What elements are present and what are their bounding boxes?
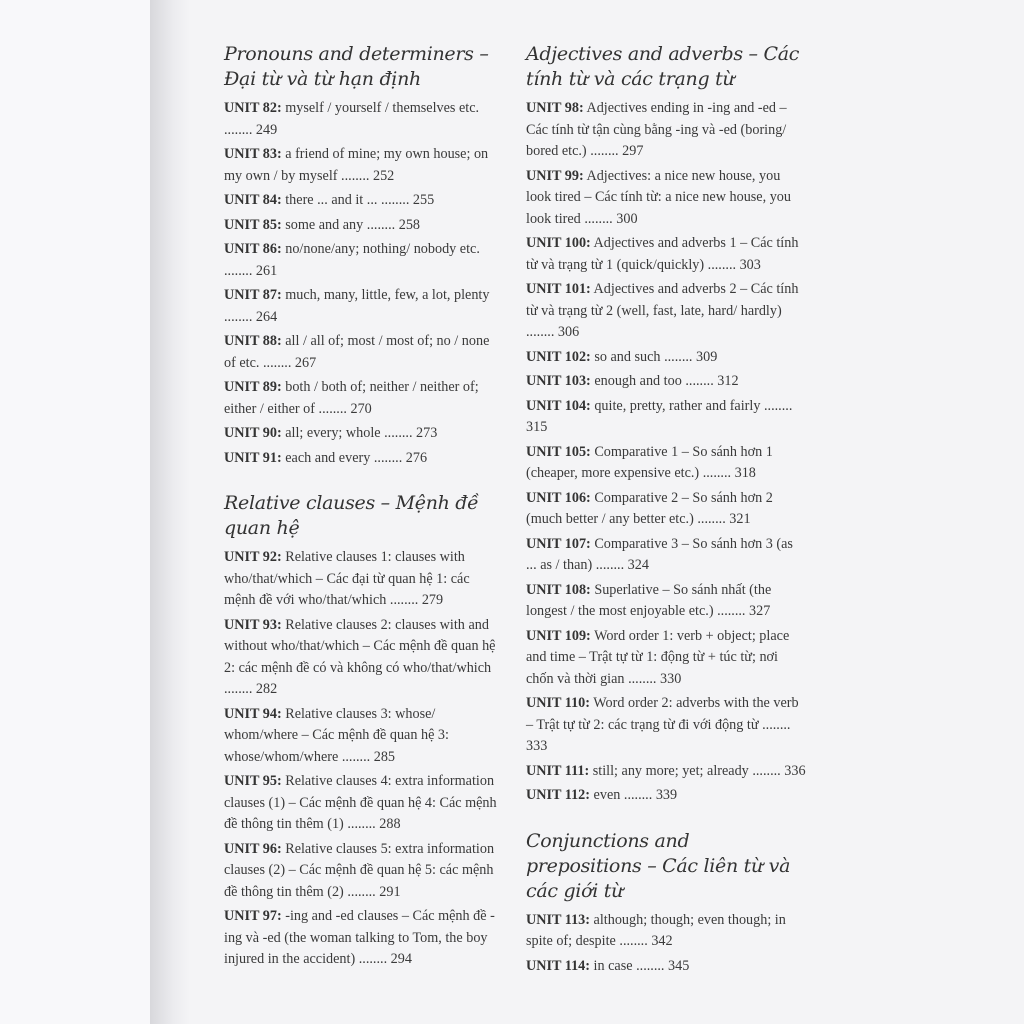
dot-leader: ........: [386, 592, 422, 608]
unit-title: all; every; whole: [285, 425, 381, 441]
page-number: 315: [526, 419, 548, 435]
dot-leader: ........: [748, 762, 785, 779]
unit-number: UNIT 110:: [526, 695, 590, 711]
page-number: 291: [379, 883, 401, 900]
unit-title: there ... and it ...: [285, 192, 378, 208]
toc-entry[interactable]: [224, 285, 504, 328]
unit-number: UNIT 82:: [224, 100, 282, 116]
dot-leader: ........: [355, 951, 391, 967]
unit-title: Comparative 2 – So sánh hơn 2 (much better / any better etc.): [526, 489, 773, 527]
previous-page-edge: [0, 0, 150, 1024]
page-number: 276: [405, 449, 428, 466]
unit-number: UNIT 99:: [526, 167, 584, 184]
dot-leader: ........: [760, 397, 793, 414]
unit-title: each and every: [285, 449, 371, 466]
page-number: 336: [784, 762, 806, 779]
page-number: 255: [412, 192, 435, 208]
dot-leader: ........: [693, 511, 730, 527]
unit-title: Word order 1: verb + object; place and time – Trật tự từ 1: động từ + túc từ; nơi chốn và thời gian: [526, 627, 790, 687]
dot-leader: ........: [338, 748, 374, 765]
dot-leader: ........: [315, 400, 351, 417]
unit-number: UNIT 101:: [526, 281, 591, 297]
toc-entry[interactable]: [224, 423, 504, 445]
toc-entry[interactable]: [526, 279, 806, 344]
page-number: 318: [734, 465, 756, 481]
page-number: 342: [651, 933, 673, 949]
dot-leader: ........: [337, 167, 373, 184]
unit-title: Adjectives and adverbs 1 – Các tính từ và trạng từ 1 (quick/quickly): [526, 235, 799, 273]
unit-number: UNIT 107:: [526, 535, 591, 552]
unit-number: UNIT 95:: [224, 773, 282, 789]
unit-number: UNIT 83:: [224, 146, 282, 162]
dot-leader: ........: [377, 192, 413, 208]
toc-entry[interactable]: [526, 956, 806, 978]
book-spine-shadow: [150, 0, 190, 1024]
dot-leader: ........: [580, 210, 617, 227]
unit-number: UNIT 88:: [224, 333, 282, 349]
toc-entry[interactable]: [526, 98, 806, 163]
unit-number: UNIT 102:: [526, 348, 591, 365]
unit-title: much, many, little, few, a lot, plenty: [285, 287, 490, 303]
unit-title: quite, pretty, rather and fairly: [594, 397, 761, 414]
page-number: 285: [373, 748, 396, 765]
toc-entry[interactable]: [526, 488, 806, 531]
unit-title: some and any: [285, 216, 364, 233]
dot-leader: ........: [259, 354, 295, 371]
dot-leader: ........: [758, 716, 791, 733]
toc-entry[interactable]: [526, 910, 806, 953]
unit-number: UNIT 91:: [224, 449, 282, 466]
dot-leader: ........: [620, 787, 656, 803]
unit-number: UNIT 113:: [526, 911, 590, 928]
toc-entry[interactable]: [224, 906, 504, 971]
unit-number: UNIT 98:: [526, 100, 584, 116]
dot-leader: ........: [632, 957, 669, 974]
page-number: 282: [255, 681, 278, 697]
section-heading: Conjunctions and prepositions – Các liên từ và các giới từ: [526, 829, 791, 902]
unit-title: myself / yourself / themselves etc.: [285, 100, 480, 116]
unit-number: UNIT 109:: [526, 627, 591, 644]
page-number: 306: [557, 324, 580, 340]
page-number: 321: [729, 511, 751, 527]
toc-entry[interactable]: [526, 761, 806, 783]
dot-leader: ........: [343, 816, 380, 832]
toc-entry[interactable]: [224, 704, 504, 769]
dot-leader: ........: [526, 324, 558, 340]
section-heading: Adjectives and adverbs – Các tính từ và các trạng từ: [526, 43, 800, 90]
page-number: 264: [255, 308, 278, 325]
dot-leader: ........: [586, 143, 623, 159]
unit-title: both / both of; neither / neither of; either / either of: [224, 379, 479, 417]
unit-title: Superlative – So sánh nhất (the longest / the most enjoyable etc.): [526, 581, 772, 619]
unit-number: UNIT 114:: [526, 957, 590, 974]
unit-number: UNIT 84:: [224, 192, 282, 208]
unit-title: Adjectives ending in -ing and -ed – Các tính từ tận cùng bằng -ing và -ed (boring/ bored etc.): [526, 100, 787, 159]
dot-leader: ........: [224, 308, 256, 325]
unit-title: still; any more; yet; already: [592, 762, 749, 779]
page-number: 330: [660, 670, 682, 687]
toc-entry[interactable]: [526, 396, 806, 439]
toc-entry[interactable]: [224, 771, 504, 836]
unit-title: Word order 2: adverbs with the verb – Trật tự từ 2: các trạng từ đi với động từ: [526, 695, 799, 733]
dot-leader: ........: [224, 262, 256, 279]
toc-entry[interactable]: [224, 190, 504, 212]
dot-leader: ........: [704, 256, 740, 273]
toc-entry[interactable]: [224, 448, 504, 470]
toc-entry[interactable]: [224, 377, 504, 420]
unit-title: Comparative 1 – So sánh hơn 1 (cheaper, more expensive etc.): [526, 443, 773, 481]
page-number: 327: [749, 603, 771, 619]
unit-title: enough and too: [594, 373, 682, 389]
unit-number: UNIT 100:: [526, 235, 591, 251]
unit-title: even: [593, 787, 621, 803]
unit-number: UNIT 111:: [526, 762, 590, 779]
unit-title: Relative clauses 1: clauses with who/that/which – Các đại từ quan hệ 1: các mệnh đề với who/that/which: [224, 549, 470, 608]
unit-title: -ing and -ed clauses – Các mệnh đề -ing và -ed (the woman talking to Tom, the boy injured in the accident): [224, 908, 495, 967]
toc-entry[interactable]: [224, 331, 504, 374]
toc-entry[interactable]: [526, 233, 806, 276]
unit-title: Adjectives: a nice new house, you look tired – Các tính từ: a nice new house, you look tired: [526, 167, 791, 227]
page-number: 258: [398, 216, 420, 233]
dot-leader: ........: [363, 216, 399, 233]
unit-number: UNIT 92:: [224, 549, 282, 565]
dot-leader: ........: [615, 933, 652, 949]
unit-number: UNIT 90:: [224, 425, 282, 441]
unit-title: although; though; even though; in spite of; despite: [526, 911, 786, 949]
toc-entry[interactable]: [224, 547, 504, 612]
unit-number: UNIT 85:: [224, 216, 282, 233]
unit-title: no/none/any; nothing/ nobody etc.: [285, 241, 480, 257]
toc-entry[interactable]: [526, 580, 806, 623]
unit-title: in case: [593, 957, 633, 974]
toc-entry[interactable]: [526, 785, 806, 807]
unit-title: so and such: [594, 348, 661, 365]
unit-number: UNIT 86:: [224, 241, 282, 257]
dot-leader: ........: [370, 449, 406, 466]
page-number: 345: [668, 957, 690, 974]
page-number: 324: [627, 557, 649, 573]
unit-number: UNIT 106:: [526, 489, 591, 506]
unit-number: UNIT 104:: [526, 397, 591, 414]
page-number: 273: [416, 425, 438, 441]
toc-right-column: [526, 42, 806, 980]
page-number: 333: [526, 738, 548, 754]
toc-entry[interactable]: [526, 693, 806, 758]
unit-number: UNIT 103:: [526, 373, 591, 389]
dot-leader: ........: [699, 465, 735, 481]
dot-leader: ........: [624, 670, 660, 687]
page-number: 297: [622, 143, 644, 159]
toc-entry[interactable]: [224, 239, 504, 282]
dot-leader: ........: [592, 557, 628, 573]
unit-number: UNIT 105:: [526, 443, 591, 460]
toc-entry[interactable]: [224, 98, 504, 141]
unit-number: UNIT 97:: [224, 908, 282, 924]
section-heading: Relative clauses – Mệnh đề quan hệ: [224, 492, 479, 539]
dot-leader: ........: [343, 883, 380, 900]
unit-number: UNIT 108:: [526, 581, 591, 598]
toc-entry[interactable]: [526, 534, 806, 577]
page-number: 249: [255, 121, 278, 138]
page-number: 339: [655, 787, 678, 803]
page-number: 294: [390, 951, 412, 967]
dot-leader: ........: [224, 681, 256, 697]
dot-leader: ........: [713, 603, 750, 619]
toc-entry[interactable]: [526, 371, 806, 393]
unit-title: Comparative 3 – So sánh hơn 3 (as ... as / than): [526, 535, 793, 573]
toc-entry[interactable]: [526, 442, 806, 485]
dot-leader: ........: [681, 373, 718, 389]
unit-title: Relative clauses 3: whose/ whom/where – Các mệnh đề quan hệ 3: whose/whom/where: [224, 705, 449, 765]
toc-entry[interactable]: [224, 215, 504, 237]
page-number: 300: [616, 210, 638, 227]
page-number: 288: [379, 816, 401, 832]
toc-entry[interactable]: [526, 626, 806, 691]
toc-entry[interactable]: [526, 166, 806, 231]
dot-leader: ........: [660, 348, 696, 365]
unit-number: UNIT 87:: [224, 287, 282, 303]
unit-title: Relative clauses 5: extra information clauses (2) – Các mệnh đề quan hệ 5: các mệnh đề thông tin thêm (2): [224, 840, 495, 900]
toc-entry[interactable]: [224, 839, 504, 904]
unit-title: a friend of mine; my own house; on my own / by myself: [224, 146, 489, 184]
unit-title: Adjectives and adverbs 2 – Các tính từ và trạng từ 2 (well, fast, late, hard/ hardly): [526, 281, 799, 319]
unit-title: all / all of; most / most of; no / none of etc.: [224, 333, 490, 371]
page-number: 270: [350, 400, 372, 417]
dot-leader: ........: [380, 425, 417, 441]
toc-entry[interactable]: [526, 347, 806, 369]
toc-entry[interactable]: [224, 144, 504, 187]
dot-leader: ........: [224, 121, 256, 138]
toc-entry[interactable]: [224, 615, 504, 701]
page-number: 261: [255, 262, 278, 279]
unit-number: UNIT 96:: [224, 840, 282, 857]
section-heading: Pronouns and determiners – Đại từ và từ hạn định: [224, 43, 489, 90]
page-number: 252: [372, 167, 395, 184]
unit-number: UNIT 94:: [224, 705, 282, 722]
page-number: 312: [717, 373, 739, 389]
unit-number: UNIT 93:: [224, 616, 282, 633]
unit-number: UNIT 112:: [526, 787, 590, 803]
unit-title: Relative clauses 2: clauses with and without who/that/which – Các mệnh đề quan hệ 2: các mệnh đề có và không có who/that/which: [224, 616, 496, 676]
page-number: 279: [421, 592, 444, 608]
unit-title: Relative clauses 4: extra information clauses (1) – Các mệnh đề quan hệ 4: Các mệnh đề thông tin thêm (1): [224, 773, 497, 832]
page-number: 309: [696, 348, 718, 365]
toc-left-column: [224, 42, 504, 974]
unit-number: UNIT 89:: [224, 379, 282, 395]
page-number: 303: [739, 256, 761, 273]
page-number: 267: [294, 354, 317, 371]
